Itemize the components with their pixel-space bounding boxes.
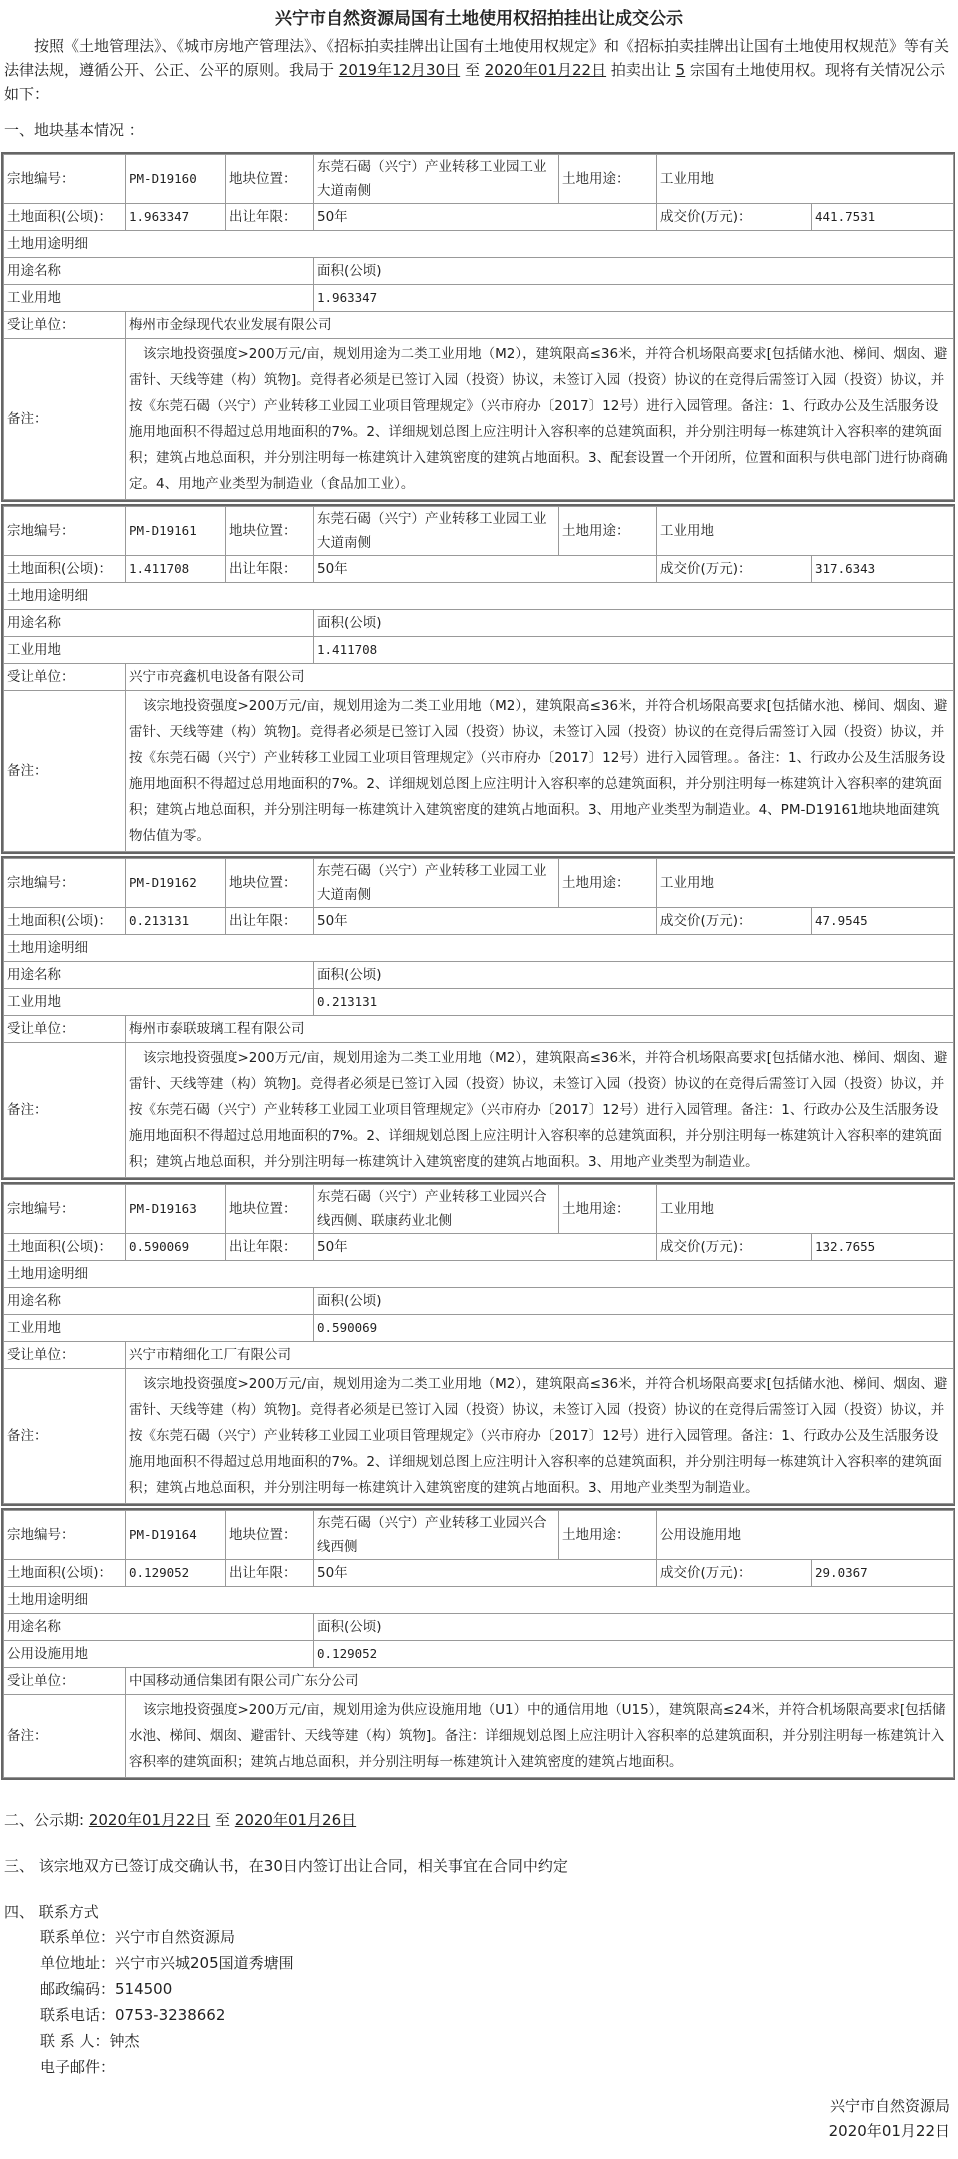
location-label: 地块位置： [226,155,314,204]
detail-area-value: 0.213131 [314,989,954,1016]
table-row [4,285,954,312]
detail-use-value: 工业用地 [4,989,314,1016]
lot-block [1,856,955,1180]
note-value: 该宗地投资强度>200万元/亩，规划用途为二类工业用地（M2），建筑限高≤36米，并符合机场限高要求[包括储水池、梯间、烟囱、避雷针、天线等建（构）筑物]。竞得者必须是已签订入园（投资）协议，未签订入园（投资）协议的在竞得后需签订入园（投资）协议，并按《东莞石碣（兴宁）产业转移工业园工业项目管理规定》（兴市府办〔2017〕12号）进行入园管理。备注：1、行政办公及生活服务设施用地面积不得超过总用地面积的7%。2、详细规划总图上应注明计入容积率的总建筑面积，并分别注明每一栋建筑计入容积率的建筑面积；建筑占地总面积，并分别注明每一栋建筑计入建筑密度的建筑占地面积。3、配套设置一个开闭所，位置和面积与供电部门进行协商确定。4、用地产业类型为制造业（食品加工业）。 [126,339,954,500]
table-row [4,908,954,935]
price-label: 成交价(万元)： [657,204,812,231]
buyer-label: 受让单位： [4,1016,126,1043]
buyer-label: 受让单位： [4,1342,126,1369]
detail-heading: 土地用途明细 [4,231,954,258]
signature-block [829,2094,950,2144]
lots-container [0,152,958,1780]
area-value: 1.963347 [126,204,226,231]
table-row [4,1641,954,1668]
table-row [4,1185,954,1234]
detail-use-value: 工业用地 [4,285,314,312]
parcel-no-label: 宗地编号： [4,859,126,908]
buyer-value: 梅州市泰联玻璃工程有限公司 [126,1016,954,1043]
location-value: 东莞石碣（兴宁）产业转移工业园工业大道南侧 [314,507,559,556]
table-row [4,1587,954,1614]
note-label: 备注： [4,1369,126,1504]
area-value: 0.590069 [126,1234,226,1261]
price-label: 成交价(万元)： [657,1560,812,1587]
note-label: 备注： [4,1695,126,1778]
lot-block [1,1508,955,1780]
use-label: 土地用途： [559,859,657,908]
table-row [4,258,954,285]
contact-phone: 联系电话：0753-3238662 [40,2006,226,2024]
term-label: 出让年限： [226,1234,314,1261]
parcel-no-label: 宗地编号： [4,507,126,556]
note-label: 备注： [4,339,126,500]
table-row [4,664,954,691]
parcel-no-label: 宗地编号： [4,1185,126,1234]
use-name-header: 用途名称 [4,610,314,637]
parcel-no-value: PM-D19160 [126,155,226,204]
section-4-heading: 四、 联系方式 [4,1903,99,1921]
use-value: 工业用地 [657,859,954,908]
location-value: 东莞石碣（兴宁）产业转移工业园工业大道南侧 [314,859,559,908]
price-value: 29.0367 [812,1560,954,1587]
use-label: 土地用途： [559,1511,657,1560]
use-name-header: 用途名称 [4,258,314,285]
contact-address: 单位地址：兴宁市兴城205国道秀塘围 [40,1954,294,1972]
price-label: 成交价(万元)： [657,1234,812,1261]
detail-heading: 土地用途明细 [4,1587,954,1614]
term-value: 50年 [314,204,657,231]
intro-date-to: 2020年01月22日 [484,61,607,79]
location-label: 地块位置： [226,507,314,556]
use-label: 土地用途： [559,507,657,556]
area-ha-header: 面积(公顷) [314,962,954,989]
detail-area-value: 1.411708 [314,637,954,664]
table-row [4,155,954,204]
use-name-header: 用途名称 [4,1288,314,1315]
parcel-no-value: PM-D19164 [126,1511,226,1560]
use-value: 工业用地 [657,507,954,556]
note-value: 该宗地投资强度>200万元/亩，规划用途为二类工业用地（M2），建筑限高≤36米，并符合机场限高要求[包括储水池、梯间、烟囱、避雷针、天线等建（构）筑物]。竞得者必须是已签订入园（投资）协议，未签订入园（投资）协议的在竞得后需签订入园（投资）协议，并按《东莞石碣（兴宁）产业转移工业园工业项目管理规定》（兴市府办〔2017〕12号）进行入园管理。备注：1、行政办公及生活服务设施用地面积不得超过总用地面积的7%。2、详细规划总图上应注明计入容积率的总建筑面积，并分别注明每一栋建筑计入容积率的建筑面积；建筑占地总面积，并分别注明每一栋建筑计入建筑密度的建筑占地面积。3、用地产业类型为制造业。 [126,1369,954,1504]
detail-heading: 土地用途明细 [4,935,954,962]
price-value: 317.6343 [812,556,954,583]
location-value: 东莞石碣（兴宁）产业转移工业园工业大道南侧 [314,155,559,204]
intro-text-b: 拍卖出让 [610,61,671,79]
area-label: 土地面积(公顷)： [4,556,126,583]
table-row [4,1043,954,1178]
table-row [4,507,954,556]
location-label: 地块位置： [226,1185,314,1234]
contact-unit: 联系单位：兴宁市自然资源局 [40,1928,236,1946]
buyer-value: 中国移动通信集团有限公司广东分公司 [126,1668,954,1695]
lot-table [3,154,954,500]
use-value: 公用设施用地 [657,1511,954,1560]
area-label: 土地面积(公顷)： [4,204,126,231]
use-value: 工业用地 [657,155,954,204]
detail-area-value: 0.590069 [314,1315,954,1342]
table-row [4,339,954,500]
note-label: 备注： [4,691,126,852]
signature-org: 兴宁市自然资源局 [829,2097,950,2115]
detail-area-value: 1.963347 [314,285,954,312]
detail-use-value: 工业用地 [4,1315,314,1342]
detail-area-value: 0.129052 [314,1641,954,1668]
term-label: 出让年限： [226,908,314,935]
parcel-no-value: PM-D19162 [126,859,226,908]
intro-text-a: 按照《土地管理法》、《城市房地产管理法》、《招标拍卖挂牌出让国有土地使用权规定》和《招标拍卖挂牌出让国有土地使用权规范》等有关法律法规，遵循公开、公正、公平的原则。我局于 [4,37,950,79]
section-3: 三、 该宗地双方已签订成交确认书，在30日内签订出让合同，相关事宜在合同中约定 [4,1857,568,1875]
term-value: 50年 [314,1234,657,1261]
term-value: 50年 [314,908,657,935]
price-label: 成交价(万元)： [657,908,812,935]
location-label: 地块位置： [226,859,314,908]
contact-block [40,1924,958,2080]
area-ha-header: 面积(公顷) [314,1288,954,1315]
section-1-heading: 一、地块基本情况 ： [4,121,144,139]
table-row [4,1668,954,1695]
intro-to: 至 [464,61,480,79]
buyer-label: 受让单位： [4,312,126,339]
lot-table [3,506,954,852]
parcel-no-label: 宗地编号： [4,1511,126,1560]
use-label: 土地用途： [559,1185,657,1234]
table-row [4,691,954,852]
note-label: 备注： [4,1043,126,1178]
intro-paragraph [4,34,952,106]
table-row [4,231,954,258]
price-label: 成交价(万元)： [657,556,812,583]
lot-table [3,1184,954,1504]
term-label: 出让年限： [226,556,314,583]
location-value: 东莞石碣（兴宁）产业转移工业园兴合线西侧 [314,1511,559,1560]
buyer-label: 受让单位： [4,1668,126,1695]
term-value: 50年 [314,1560,657,1587]
area-value: 0.129052 [126,1560,226,1587]
table-row [4,859,954,908]
parcel-no-value: PM-D19161 [126,507,226,556]
publicity-label: 二、公示期: [4,1811,85,1829]
price-value: 441.7531 [812,204,954,231]
lot-table [3,1510,954,1778]
use-label: 土地用途： [559,155,657,204]
table-row [4,1315,954,1342]
table-row [4,556,954,583]
table-row [4,935,954,962]
price-value: 132.7655 [812,1234,954,1261]
table-row [4,1234,954,1261]
publicity-until: 2020年01月26日 [234,1811,357,1829]
parcel-no-value: PM-D19163 [126,1185,226,1234]
table-row [4,1511,954,1560]
lot-block [1,1182,955,1506]
area-label: 土地面积(公顷)： [4,908,126,935]
use-name-header: 用途名称 [4,962,314,989]
note-value: 该宗地投资强度>200万元/亩，规划用途为二类工业用地（M2），建筑限高≤36米，并符合机场限高要求[包括储水池、梯间、烟囱、避雷针、天线等建（构）筑物]。竞得者必须是已签订入园（投资）协议，未签订入园（投资）协议的在竞得后需签订入园（投资）协议，并按《东莞石碣（兴宁）产业转移工业园工业项目管理规定》（兴市府办〔2017〕12号）进行入园管理。备注：1、行政办公及生活服务设施用地面积不得超过总用地面积的7%。2、详细规划总图上应注明计入容积率的总建筑面积，并分别注明每一栋建筑计入容积率的建筑面积；建筑占地总面积，并分别注明每一栋建筑计入建筑密度的建筑占地面积。3、用地产业类型为制造业。 [126,1043,954,1178]
buyer-value: 兴宁市亮鑫机电设备有限公司 [126,664,954,691]
publicity-from: 2020年01月22日 [88,1811,211,1829]
detail-heading: 土地用途明细 [4,1261,954,1288]
buyer-value: 梅州市金绿现代农业发展有限公司 [126,312,954,339]
area-ha-header: 面积(公顷) [314,610,954,637]
page-title: 兴宁市自然资源局国有土地使用权招拍挂出让成交公示 [275,9,683,29]
table-row [4,637,954,664]
table-row [4,204,954,231]
area-label: 土地面积(公顷)： [4,1234,126,1261]
intro-date-from: 2019年12月30日 [338,61,461,79]
term-value: 50年 [314,556,657,583]
term-label: 出让年限： [226,1560,314,1587]
location-label: 地块位置： [226,1511,314,1560]
contact-person: 联 系 人：钟杰 [40,2032,140,2050]
area-ha-header: 面积(公顷) [314,1614,954,1641]
table-row [4,1560,954,1587]
note-value: 该宗地投资强度>200万元/亩，规划用途为供应设施用地（U1）中的通信用地（U15），建筑限高≤24米，并符合机场限高要求[包括储水池、梯间、烟囱、避雷针、天线等建（构）筑物]。备注：详细规划总图上应注明计入容积率的总建筑面积，并分别注明每一栋建筑计入容积率的建筑面积；建筑占地总面积，并分别注明每一栋建筑计入建筑密度的建筑占地面积。 [126,1695,954,1778]
table-row [4,1016,954,1043]
lot-block [1,504,955,854]
table-row [4,583,954,610]
lot-table [3,858,954,1178]
use-name-header: 用途名称 [4,1614,314,1641]
area-value: 1.411708 [126,556,226,583]
intro-text-c: 宗国有土地使用权。现将有关情况公示如下： [4,61,946,103]
area-value: 0.213131 [126,908,226,935]
intro-count: 5 [675,61,686,79]
location-value: 东莞石碣（兴宁）产业转移工业园兴合线西侧、联康药业北侧 [314,1185,559,1234]
parcel-no-label: 宗地编号： [4,155,126,204]
table-row [4,1695,954,1778]
table-row [4,1261,954,1288]
detail-use-value: 工业用地 [4,637,314,664]
table-row [4,962,954,989]
table-row [4,1614,954,1641]
section-2 [4,1808,958,1832]
table-row [4,1369,954,1504]
table-row [4,1288,954,1315]
table-row [4,1342,954,1369]
lot-block [1,152,955,502]
term-label: 出让年限： [226,204,314,231]
detail-use-value: 公用设施用地 [4,1641,314,1668]
detail-heading: 土地用途明细 [4,583,954,610]
table-row [4,989,954,1016]
contact-postcode: 邮政编码：514500 [40,1980,173,1998]
table-row [4,610,954,637]
use-value: 工业用地 [657,1185,954,1234]
table-row [4,312,954,339]
area-label: 土地面积(公顷)： [4,1560,126,1587]
signature-date: 2020年01月22日 [828,2122,950,2140]
publicity-to: 至 [214,1811,230,1829]
area-ha-header: 面积(公顷) [314,258,954,285]
buyer-label: 受让单位： [4,664,126,691]
buyer-value: 兴宁市精细化工厂有限公司 [126,1342,954,1369]
note-value: 该宗地投资强度>200万元/亩，规划用途为二类工业用地（M2），建筑限高≤36米，并符合机场限高要求[包括储水池、梯间、烟囱、避雷针、天线等建（构）筑物]。竞得者必须是已签订入园（投资）协议，未签订入园（投资）协议的在竞得后需签订入园（投资）协议，并按《东莞石碣（兴宁）产业转移工业园工业项目管理规定》（兴市府办〔2017〕12号）进行入园管理。。备注：1、行政办公及生活服务设施用地面积不得超过总用地面积的7%。2、详细规划总图上应注明计入容积率的总建筑面积，并分别注明每一栋建筑计入容积率的建筑面积；建筑占地总面积，并分别注明每一栋建筑计入建筑密度的建筑占地面积。3、用地产业类型为制造业。4、PM-D19161地块地面建筑物估值为零。 [126,691,954,852]
price-value: 47.9545 [812,908,954,935]
contact-email: 电子邮件： [40,2058,116,2076]
